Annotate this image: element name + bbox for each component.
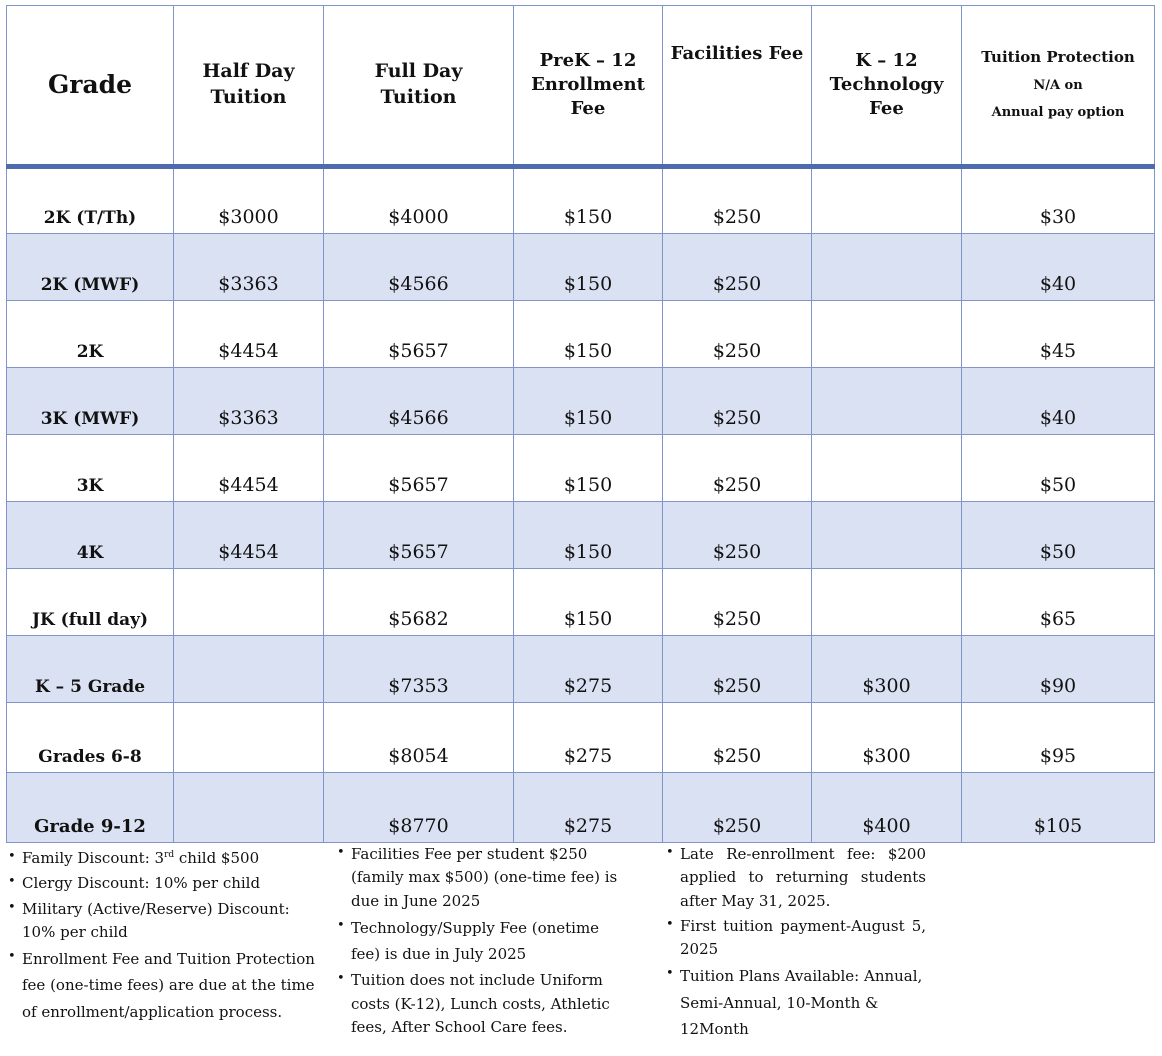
- technology-cell: $300: [812, 636, 962, 703]
- grade-cell: JK (full day): [7, 569, 174, 636]
- note-enrollment-fee: [8, 946, 318, 1025]
- note-family-discount: [8, 847, 318, 870]
- table-row: [7, 167, 1155, 234]
- technology-cell: [812, 435, 962, 502]
- grade-cell: Grades 6-8: [7, 703, 174, 773]
- table-row: [7, 636, 1155, 703]
- table-row: [7, 435, 1155, 502]
- header-protection-line-2: N/A on: [1033, 77, 1083, 93]
- header-full-day-line-2: Tuition: [380, 86, 457, 108]
- header-tuition-protection: [962, 6, 1155, 167]
- protection-cell: $30: [962, 167, 1155, 234]
- notes-column-payments: [666, 843, 926, 1044]
- note-text: First tuition payment-August 5, 2025: [680, 916, 926, 958]
- note-tuition-exclusions: [337, 969, 627, 1039]
- note-tuition-plans: [666, 963, 926, 1042]
- technology-cell: [812, 502, 962, 569]
- technology-cell: [812, 167, 962, 234]
- facilities-cell: $250: [663, 234, 812, 301]
- enrollment-cell: $150: [514, 435, 663, 502]
- note-text: Facilities Fee per student $250 (family max $500) (one-time fee) is due in June 2025: [351, 845, 618, 910]
- note-text: Family Discount: 3: [22, 849, 165, 867]
- facilities-cell: $250: [663, 636, 812, 703]
- note-text: child $500: [174, 849, 260, 867]
- full-day-cell: $8770: [324, 773, 514, 843]
- table-row: [7, 703, 1155, 773]
- full-day-cell: $5657: [324, 301, 514, 368]
- enrollment-cell: $150: [514, 301, 663, 368]
- note-text: Clergy Discount: 10% per child: [22, 874, 261, 893]
- half-day-cell: $4454: [174, 301, 324, 368]
- full-day-cell: $5657: [324, 435, 514, 502]
- note-first-payment: [666, 915, 926, 962]
- header-half-day: [174, 6, 324, 167]
- facilities-cell: $250: [663, 773, 812, 843]
- enrollment-cell: $275: [514, 703, 663, 773]
- half-day-cell: [174, 569, 324, 636]
- grade-cell: 3K (MWF): [7, 368, 174, 435]
- header-facilities-line: Facilities Fee: [670, 43, 804, 64]
- note-military-discount: [8, 898, 318, 945]
- facilities-cell: $250: [663, 502, 812, 569]
- notes-column-fees: [337, 843, 627, 1041]
- facilities-cell: $250: [663, 435, 812, 502]
- grade-cell: 2K (MWF): [7, 234, 174, 301]
- half-day-cell: [174, 636, 324, 703]
- technology-cell: [812, 301, 962, 368]
- table-row: [7, 773, 1155, 843]
- grade-cell: K – 5 Grade: [7, 636, 174, 703]
- header-enrollment-line-1: PreK – 12: [539, 49, 637, 71]
- enrollment-cell: $150: [514, 167, 663, 234]
- facilities-cell: $250: [663, 368, 812, 435]
- full-day-cell: $4566: [324, 368, 514, 435]
- facilities-cell: $250: [663, 301, 812, 368]
- technology-cell: [812, 569, 962, 636]
- enrollment-cell: $150: [514, 368, 663, 435]
- notes-column-discounts: [8, 847, 318, 1027]
- half-day-cell: $4454: [174, 502, 324, 569]
- protection-cell: $90: [962, 636, 1155, 703]
- protection-cell: $50: [962, 435, 1155, 502]
- note-clergy-discount: [8, 872, 318, 895]
- header-full-day: [324, 6, 514, 167]
- protection-cell: $65: [962, 569, 1155, 636]
- header-protection-line-3: Annual pay option: [991, 105, 1125, 121]
- full-day-cell: $4566: [324, 234, 514, 301]
- header-half-day-line-1: Half Day: [202, 60, 295, 83]
- header-technology-line-2: Technology: [829, 73, 944, 95]
- full-day-cell: $4000: [324, 167, 514, 234]
- note-text: Tuition does not include Uniform costs (K-12), Lunch costs, Athletic fees, After School Care fees.: [351, 971, 610, 1036]
- table-row: [7, 368, 1155, 435]
- protection-cell: $50: [962, 502, 1155, 569]
- note-text: Late Re-enrollment fee: $200 applied to returning students after May 31, 2025.: [680, 845, 926, 910]
- note-late-reenrollment: [666, 843, 926, 913]
- table-row: [7, 234, 1155, 301]
- grade-cell: 2K: [7, 301, 174, 368]
- header-technology-fee: [812, 6, 962, 167]
- facilities-cell: $250: [663, 167, 812, 234]
- technology-cell: [812, 368, 962, 435]
- header-enrollment-line-2: Enrollment: [531, 73, 645, 95]
- note-technology-fee: [337, 915, 627, 968]
- protection-cell: $45: [962, 301, 1155, 368]
- tuition-table: [6, 5, 1155, 843]
- technology-cell: $300: [812, 703, 962, 773]
- half-day-cell: [174, 773, 324, 843]
- grade-cell: Grade 9-12: [7, 773, 174, 843]
- full-day-cell: $8054: [324, 703, 514, 773]
- header-grade-line: Grade: [47, 70, 133, 100]
- table-row: [7, 502, 1155, 569]
- note-text: Tuition Plans Available: Annual, Semi-Annual, 10-Month & 12Month: [680, 967, 923, 1038]
- full-day-cell: $7353: [324, 636, 514, 703]
- full-day-cell: $5657: [324, 502, 514, 569]
- protection-cell: $105: [962, 773, 1155, 843]
- header-row: [7, 6, 1155, 167]
- note-text: Enrollment Fee and Tuition Protection fee (one-time fees) are due at the time of enrollment/application process.: [22, 950, 315, 1021]
- note-facilities-fee: [337, 843, 627, 913]
- header-full-day-line-1: Full Day: [374, 60, 463, 83]
- header-technology-line-3: Fee: [869, 98, 904, 120]
- header-enrollment-fee: [514, 6, 663, 167]
- half-day-cell: $3363: [174, 368, 324, 435]
- note-superscript: rd: [164, 850, 175, 860]
- table-row: [7, 569, 1155, 636]
- note-text: Technology/Supply Fee (onetime fee) is due in July 2025: [351, 918, 600, 963]
- half-day-cell: $4454: [174, 435, 324, 502]
- half-day-cell: [174, 703, 324, 773]
- technology-cell: $400: [812, 773, 962, 843]
- protection-cell: $40: [962, 234, 1155, 301]
- facilities-cell: $250: [663, 703, 812, 773]
- header-protection-line-1: Tuition Protection: [981, 48, 1135, 67]
- header-technology-line-1: K – 12: [855, 49, 918, 71]
- grade-cell: 4K: [7, 502, 174, 569]
- protection-cell: $95: [962, 703, 1155, 773]
- enrollment-cell: $275: [514, 773, 663, 843]
- header-grade: [7, 6, 174, 167]
- enrollment-cell: $275: [514, 636, 663, 703]
- table-row: [7, 301, 1155, 368]
- protection-cell: $40: [962, 368, 1155, 435]
- header-enrollment-line-3: Fee: [570, 98, 606, 120]
- half-day-cell: $3363: [174, 234, 324, 301]
- technology-cell: [812, 234, 962, 301]
- note-text: Military (Active/Reserve) Discount: 10% per child: [22, 899, 290, 941]
- header-facilities-fee: [663, 6, 812, 167]
- enrollment-cell: $150: [514, 569, 663, 636]
- header-half-day-line-2: Tuition: [210, 86, 287, 108]
- enrollment-cell: $150: [514, 234, 663, 301]
- full-day-cell: $5682: [324, 569, 514, 636]
- half-day-cell: $3000: [174, 167, 324, 234]
- grade-cell: 2K (T/Th): [7, 167, 174, 234]
- grade-cell: 3K: [7, 435, 174, 502]
- facilities-cell: $250: [663, 569, 812, 636]
- enrollment-cell: $150: [514, 502, 663, 569]
